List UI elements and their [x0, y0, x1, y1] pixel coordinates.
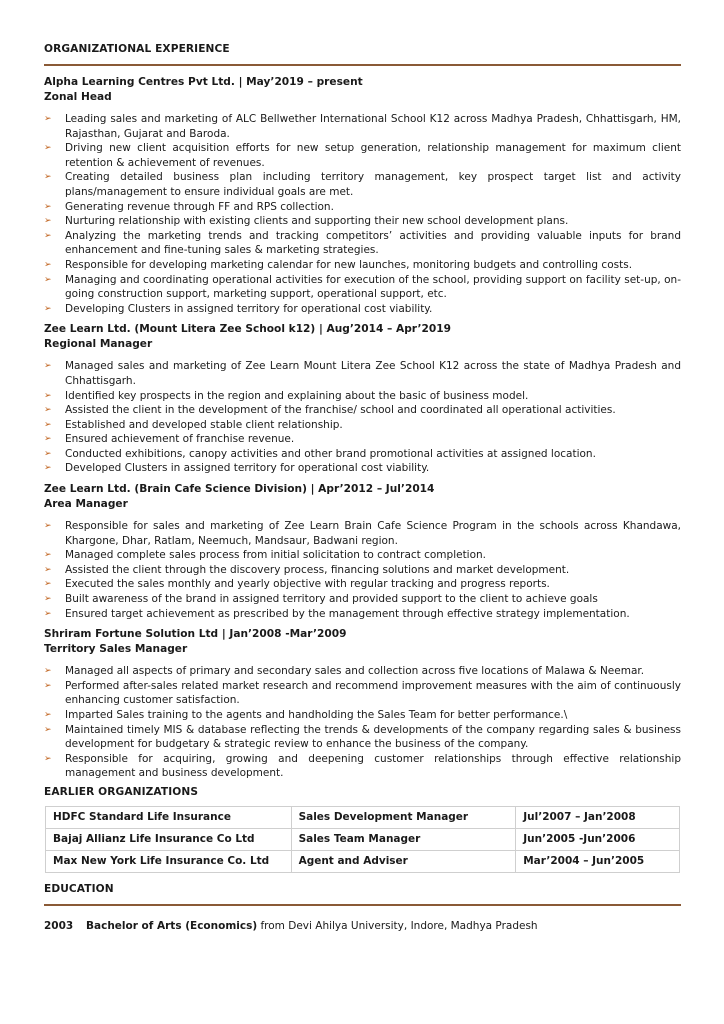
bullet-text: Assisted the client in the development of the franchise/ school and coordinated all operational activities. — [65, 404, 616, 417]
bullet-arrow-icon: ➢ — [44, 666, 52, 677]
bullet-item — [44, 200, 681, 215]
bullet-item — [44, 548, 681, 563]
job-role: Regional Manager — [44, 338, 153, 351]
job-bullets — [44, 112, 681, 316]
bullet-arrow-icon: ➢ — [44, 361, 52, 372]
bullet-arrow-icon: ➢ — [44, 521, 52, 532]
earlier-orgs-table — [45, 806, 680, 873]
bullet-arrow-icon: ➢ — [44, 564, 52, 575]
bullet-text: Nurturing relationship with existing clients and supporting their new school development plans. — [65, 215, 569, 228]
bullet-text: Developed Clusters in assigned territory for operational cost viability. — [65, 462, 430, 475]
education-detail: from Devi Ahilya University, Indore, Madhya Pradesh — [257, 919, 538, 932]
bullet-text: Built awareness of the brand in assigned territory and provided support to the client to achieve goals — [65, 593, 598, 606]
bullet-arrow-icon: ➢ — [44, 419, 52, 430]
org-period-cell: Jul’2007 – Jan’2008 — [516, 806, 680, 828]
bullet-arrow-icon: ➢ — [44, 724, 52, 735]
job-role: Zonal Head — [44, 91, 112, 103]
bullet-arrow-icon: ➢ — [44, 608, 52, 619]
bullet-item — [44, 214, 681, 229]
org-role-cell: Sales Development Manager — [291, 806, 516, 828]
bullet-text: Managed sales and marketing of Zee Learn Mount Litera Zee School K12 across the state of Madhya Pradesh and Chhattisgarh. — [65, 360, 681, 387]
bullet-arrow-icon: ➢ — [44, 201, 52, 212]
bullet-text: Executed the sales monthly and yearly objective with regular tracking and progress reports. — [65, 578, 550, 591]
bullet-arrow-icon: ➢ — [44, 550, 52, 561]
jobs-list — [44, 75, 681, 781]
bullet-item — [44, 389, 681, 404]
bullet-item — [44, 359, 681, 388]
bullet-arrow-icon: ➢ — [44, 579, 52, 590]
bullet-arrow-icon: ➢ — [44, 274, 52, 285]
bullet-item — [44, 563, 681, 578]
bullet-text: Assisted the client through the discovery process, financing solutions and market development. — [65, 563, 570, 576]
job-bullets — [44, 519, 681, 621]
bullet-item — [44, 723, 681, 752]
bullet-arrow-icon: ➢ — [44, 230, 52, 241]
bullet-arrow-icon: ➢ — [44, 259, 52, 270]
bullet-item — [44, 403, 681, 418]
bullet-item — [44, 664, 681, 679]
bullet-arrow-icon: ➢ — [44, 390, 52, 401]
section-title-org-experience: ORGANIZATIONAL EXPERIENCE — [44, 43, 230, 55]
bullet-arrow-icon: ➢ — [44, 710, 52, 720]
bullet-item — [44, 577, 681, 592]
bullet-item — [44, 679, 681, 708]
org-role-cell: Sales Team Manager — [291, 828, 516, 850]
org-name-cell: Max New York Life Insurance Co. Ltd — [46, 850, 292, 872]
org-period-cell: Mar’2004 – Jun’2005 — [516, 850, 680, 872]
job-company-line: Zee Learn Ltd. (Brain Cafe Science Division) | Apr’2012 – Jul’2014 — [44, 483, 435, 496]
bullet-item — [44, 592, 681, 607]
bullet-text: Generating revenue through FF and RPS collection. — [65, 200, 334, 213]
org-role-cell: Agent and Adviser — [291, 850, 516, 872]
bullet-item — [44, 418, 681, 433]
bullet-text: Responsible for acquiring, growing and deepening customer relationships through effective relationship management and business development. — [65, 752, 681, 780]
org-name-cell: Bajaj Allianz Life Insurance Co Ltd — [46, 828, 292, 850]
section-title-earlier-orgs: EARLIER ORGANIZATIONS — [44, 785, 199, 798]
bullet-arrow-icon: ➢ — [44, 594, 52, 605]
bullet-text: Maintained timely MIS & database reflecting the trends & developments of the company regarding sales & business development for budgetary & strategic review to enhance the business of the company. — [65, 723, 681, 751]
bullet-item — [44, 432, 681, 447]
resume-page — [44, 42, 681, 933]
bullet-item — [44, 607, 681, 622]
bullet-arrow-icon: ➢ — [44, 143, 52, 154]
bullet-arrow-icon: ➢ — [44, 448, 52, 459]
bullet-item — [44, 258, 681, 273]
table-row — [46, 828, 680, 850]
job-role: Area Manager — [44, 498, 128, 511]
bullet-item — [44, 461, 681, 476]
section-title-education: EDUCATION — [44, 882, 114, 895]
bullet-item — [44, 229, 681, 258]
bullet-arrow-icon: ➢ — [44, 463, 52, 474]
job-bullets — [44, 664, 681, 781]
bullet-text: Managed complete sales process from initial solicitation to contract completion. — [65, 549, 487, 562]
section-divider — [44, 904, 681, 906]
bullet-text: Conducted exhibitions, canopy activities and other brand promotional activities at assigned location. — [65, 447, 596, 460]
job-company-line: Alpha Learning Centres Pvt Ltd. | May’2019 – present — [44, 76, 363, 88]
bullet-item — [44, 273, 681, 302]
job-role: Territory Sales Manager — [44, 643, 188, 656]
bullet-text: Identified key prospects in the region and explaining about the basic of business model. — [65, 389, 529, 402]
bullet-text: Developing Clusters in assigned territory for operational cost viability. — [65, 302, 433, 315]
org-period-cell: Jun’2005 -Jun’2006 — [516, 828, 680, 850]
job-entry — [44, 627, 681, 781]
bullet-item — [44, 447, 681, 462]
bullet-item — [44, 170, 681, 199]
bullet-item — [44, 708, 681, 723]
bullet-text: Responsible for sales and marketing of Zee Learn Brain Cafe Science Program in the schools across Khandawa, Khargone, Dhar, Ratlam, Neemuch, Mandsaur, Badwani region. — [65, 520, 681, 547]
bullet-item — [44, 752, 681, 781]
bullet-text: Analyzing the marketing trends and tracking competitors’ activities and providing valuable inputs for brand enhancement and fine-tuning sales & marketing strategies. — [65, 229, 681, 257]
bullet-arrow-icon: ➢ — [44, 172, 52, 183]
bullet-text: Established and developed stable client relationship. — [65, 418, 343, 431]
bullet-arrow-icon: ➢ — [44, 405, 52, 416]
bullet-arrow-icon: ➢ — [44, 434, 52, 445]
bullet-item — [44, 141, 681, 170]
education-degree: Bachelor of Arts (Economics) — [86, 919, 258, 932]
job-bullets — [44, 359, 681, 476]
bullet-text: Driving new client acquisition efforts for new setup generation, relationship management for maximum client retention & achievement of revenues. — [65, 142, 681, 169]
bullet-text: Managed all aspects of primary and secondary sales and collection across five locations of Malawa & Neemar. — [65, 665, 645, 678]
org-name-cell: HDFC Standard Life Insurance — [46, 806, 292, 828]
bullet-arrow-icon: ➢ — [44, 216, 52, 227]
bullet-item — [44, 302, 681, 317]
job-company-line: Zee Learn Ltd. (Mount Litera Zee School k12) | Aug’2014 – Apr’2019 — [44, 323, 451, 336]
education-entry — [44, 919, 681, 933]
bullet-text: Responsible for developing marketing calendar for new launches, monitoring budgets and controlling costs. — [65, 258, 633, 271]
education-year: 2003 — [44, 919, 74, 932]
bullet-item — [44, 519, 681, 548]
bullet-text: Imparted Sales training to the agents and handholding the Sales Team for better performance.\ — [65, 709, 568, 721]
bullet-text: Creating detailed business plan including territory management, key prospect target list and activity plans/management to ensure individual goals are met. — [65, 171, 681, 198]
job-entry — [44, 322, 681, 476]
bullet-item — [44, 112, 681, 141]
bullet-arrow-icon: ➢ — [44, 303, 52, 314]
bullet-arrow-icon: ➢ — [44, 680, 52, 691]
bullet-text: Ensured achievement of franchise revenue. — [65, 433, 295, 446]
table-row — [46, 806, 680, 828]
bullet-text: Leading sales and marketing of ALC Bellwether International School K12 across Madhya Pradesh, Chhattisgarh, HM, Rajasthan, Gujarat and Baroda. — [65, 113, 681, 140]
section-divider — [44, 64, 681, 66]
job-entry — [44, 75, 681, 316]
bullet-arrow-icon: ➢ — [44, 753, 52, 764]
job-company-line: Shriram Fortune Solution Ltd | Jan’2008 -Mar’2009 — [44, 628, 347, 641]
bullet-text: Ensured target achievement as prescribed by the management through effective strategy implementation. — [65, 607, 630, 620]
table-row — [46, 850, 680, 872]
bullet-arrow-icon: ➢ — [44, 114, 52, 124]
bullet-text: Performed after-sales related market research and recommend improvement measures with the aim of continuously enhancing customer satisfaction. — [65, 679, 681, 707]
bullet-text: Managing and coordinating operational activities for execution of the school, providing support on facility set-up, on-going construction support, marketing support, operational support, etc. — [65, 273, 681, 301]
job-entry — [44, 482, 681, 621]
